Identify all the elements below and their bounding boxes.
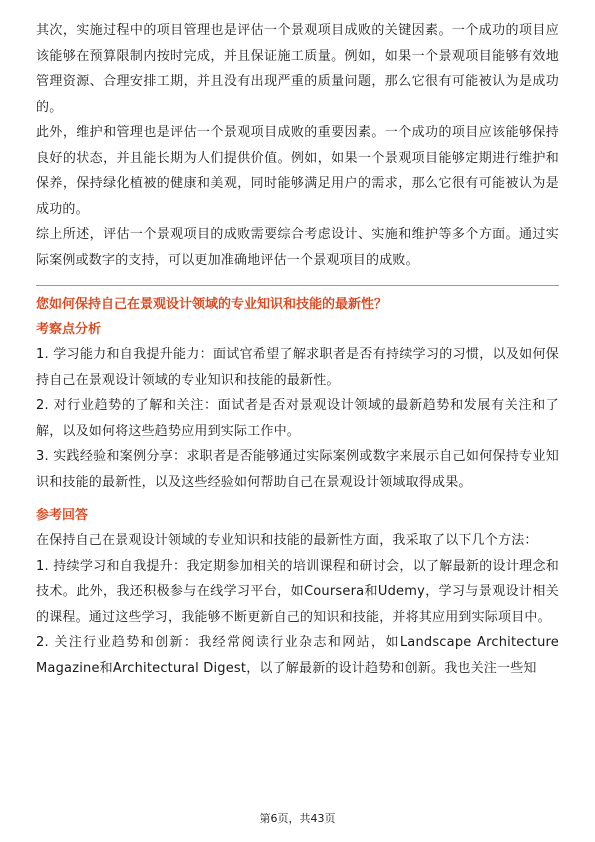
intro-paragraph-1: 其次，实施过程中的项目管理也是评估一个景观项目成败的关键因素。一个成功的项目应该能够在预算限制内按时完成，并且保证施工质量。例如，如果一个景观项目能够有效地管理资源、合理安排工期，并且没有出现严重的质量问题，那么它很有可能被认为是成功的。 — [36, 23, 559, 115]
analysis-item-2: 2. 对行业趋势的了解和关注：面试者是否对景观设计领域的最新趋势和发展有关注和了解，以及如何将这些趋势应用到实际工作中。 — [36, 398, 559, 439]
section-divider — [36, 285, 559, 286]
question-heading: 您如何保持自己在景观设计领域的专业知识和技能的最新性？ — [36, 297, 388, 312]
intro-paragraph-2: 此外，维护和管理也是评估一个景观项目成败的重要因素。一个成功的项目应该能够保持良好的状态，并且能长期为人们提供价值。例如，如果一个景观项目能够定期进行维护和保养，保持绿化植被的健康和美观，同时能够满足用户的需求，那么它很有可能被认为是成功的。 — [36, 125, 559, 217]
analysis-item-1: 1. 学习能力和自我提升能力：面试官希望了解求职者是否有持续学习的习惯，以及如何保持自己在景观设计领域的专业知识和技能的最新性。 — [36, 347, 559, 388]
reference-intro: 在保持自己在景观设计领域的专业知识和技能的最新性方面，我采取了以下几个方法： — [36, 533, 538, 548]
analysis-heading: 考察点分析 — [36, 322, 102, 337]
intro-paragraph-3: 综上所述，评估一个景观项目的成败需要综合考虑设计、实施和维护等多个方面。通过实际案例或数字的支持，可以更加准确地评估一个景观项目的成败。 — [36, 227, 559, 268]
reference-item-2: 2. 关注行业趋势和创新：我经常阅读行业杂志和网站，如Landscape Architecture Magazine和Architectural Digest，以了解最新的设计趋势和创新。我也关注一些知 — [36, 635, 559, 676]
document-page — [36, 18, 559, 681]
analysis-item-3: 3. 实践经验和案例分享：求职者是否能够通过实际案例或数字来展示自己如何保持专业知识和技能的最新性，以及这些经验如何帮助自己在景观设计领域取得成果。 — [36, 449, 559, 490]
reference-heading: 参考回答 — [36, 508, 89, 523]
reference-item-1: 1. 持续学习和自我提升：我定期参加相关的培训课程和研讨会，以了解最新的设计理念和技术。此外，我还积极参与在线学习平台，如Coursera和Udemy，学习与景观设计相关的课程。通过这些学习，我能够不断更新自己的知识和技能，并将其应用到实际项目中。 — [36, 558, 559, 625]
page-number-footer: 第6页，共43页 — [259, 812, 336, 825]
